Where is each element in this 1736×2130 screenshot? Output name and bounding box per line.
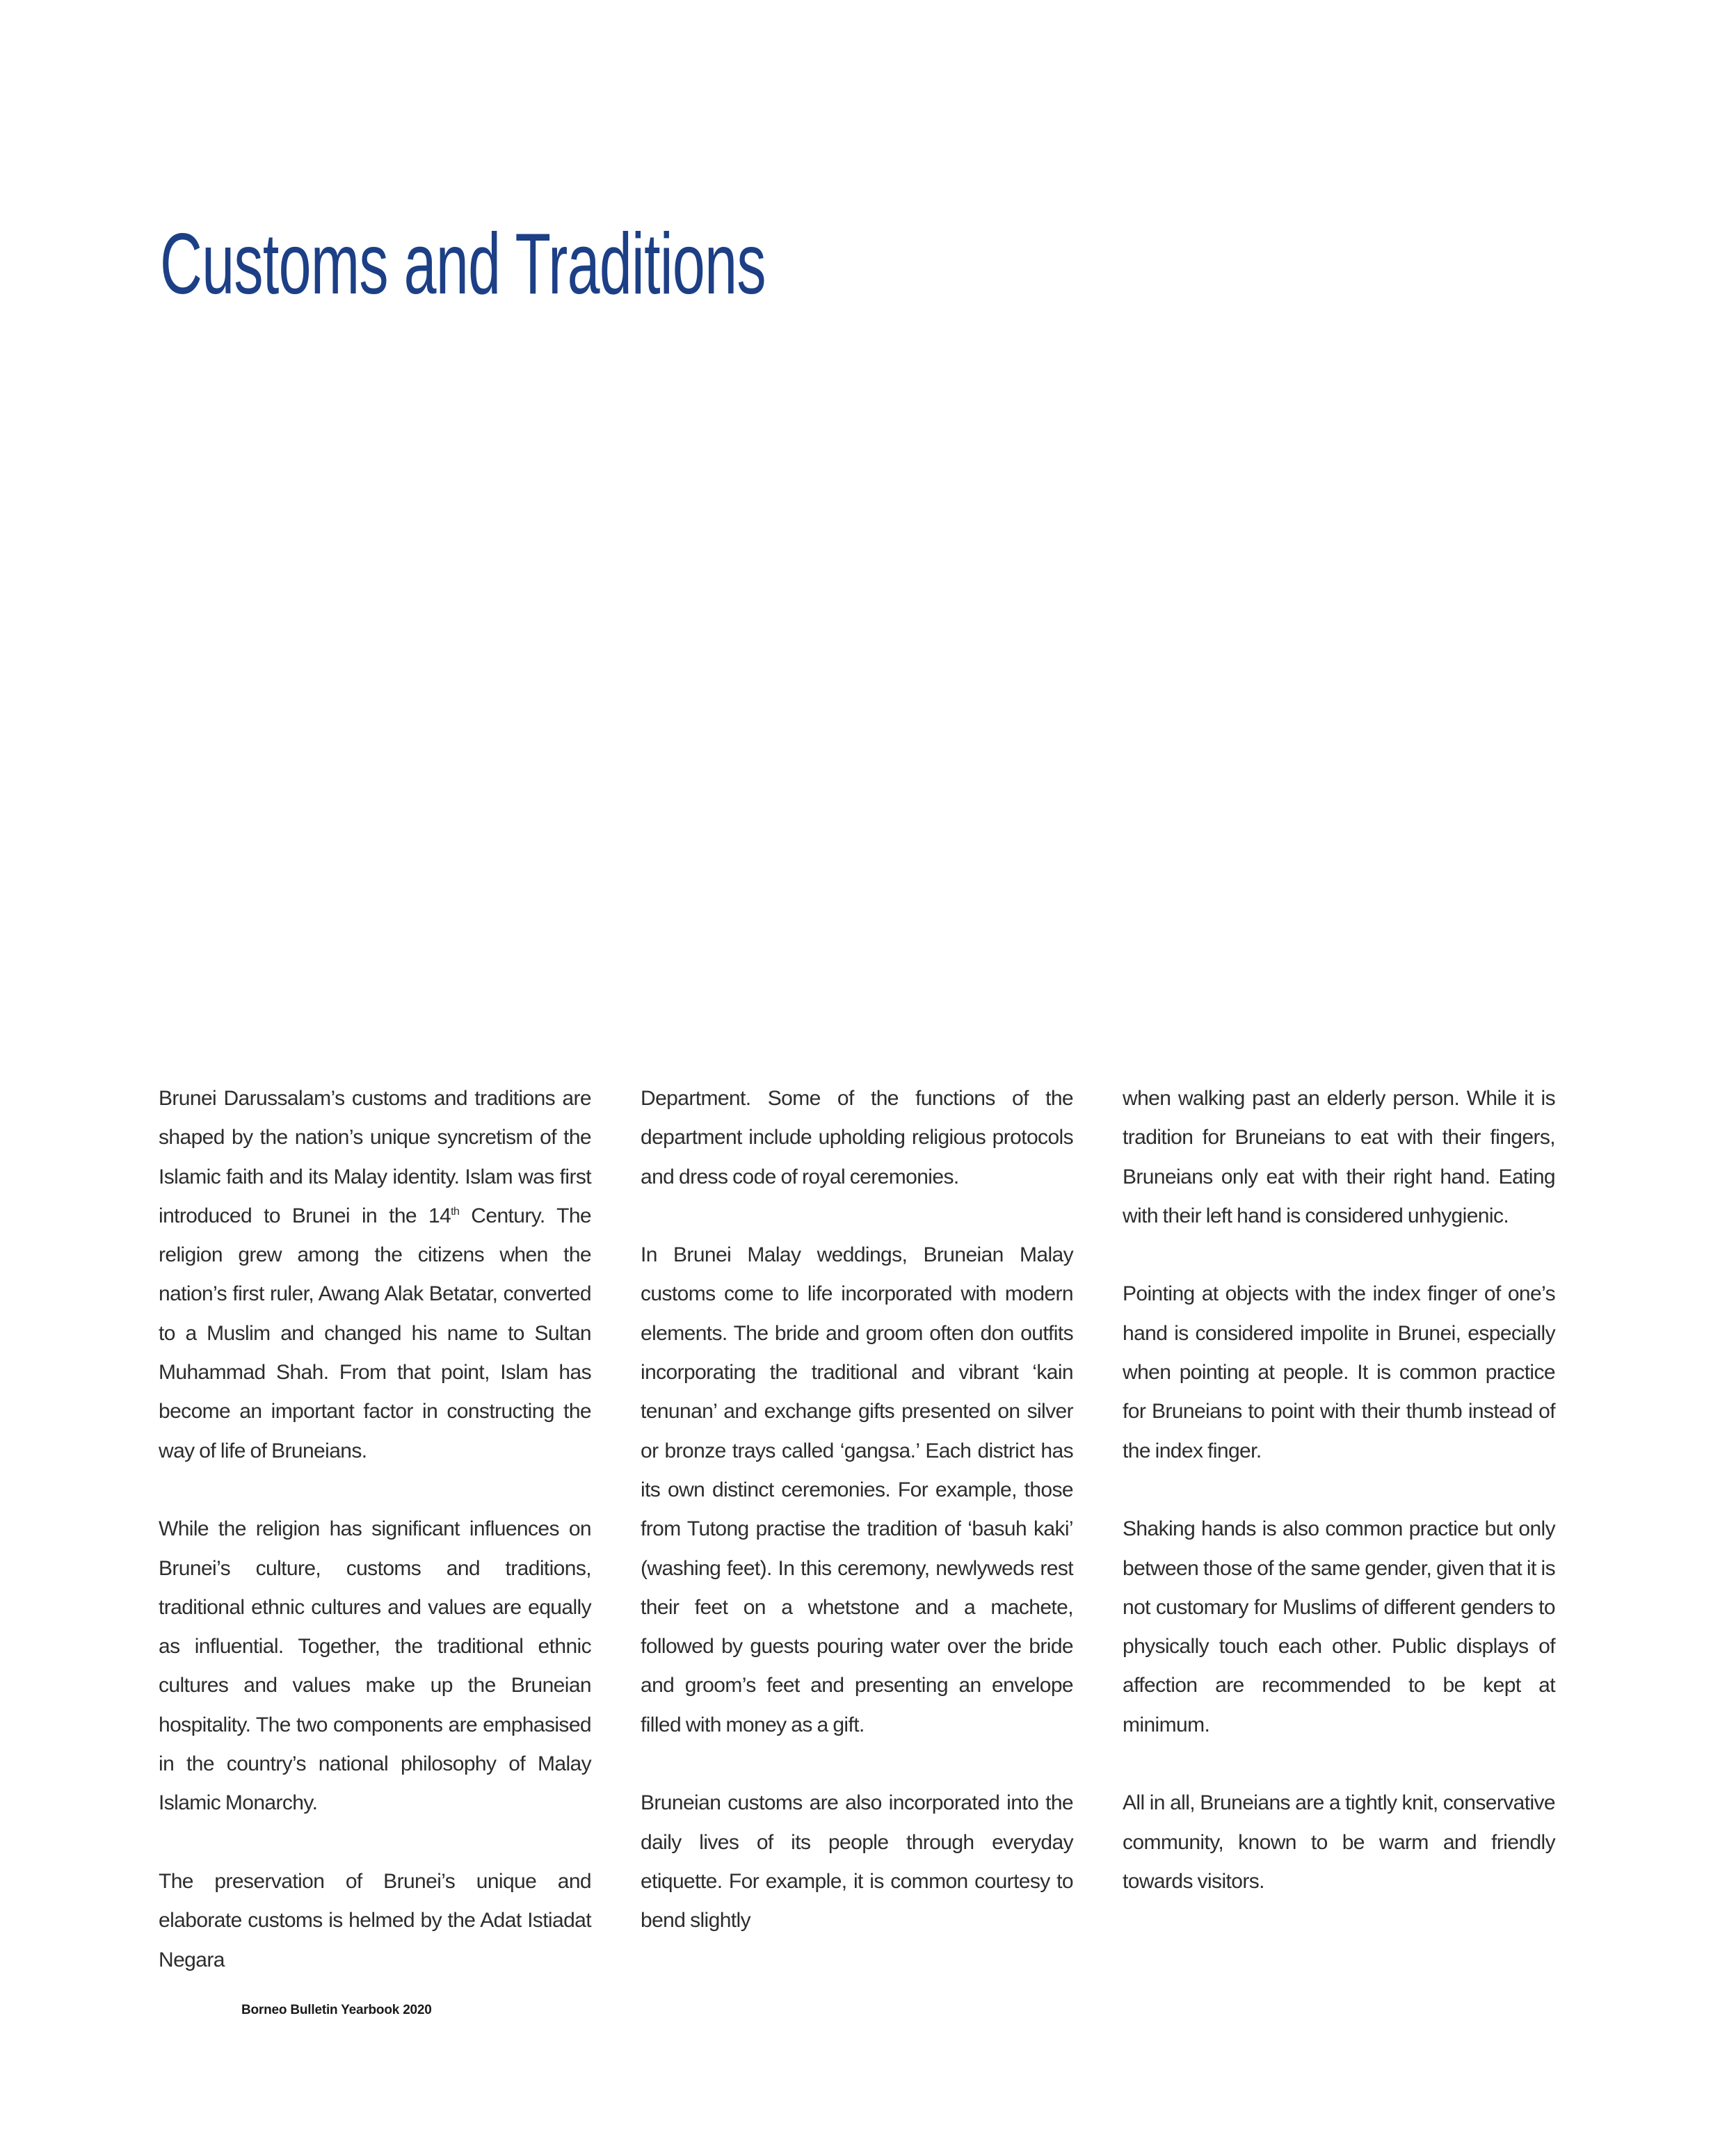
paragraph: Pointing at objects with the index finger of one’s hand is considered impolite in Brunei, especially when pointing at people. It is common practice for Bruneians to point with their thumb instead of the index finger.	[1123, 1282, 1555, 1462]
paragraph: Bruneian customs are also incorporated into the daily lives of its people through everyday etiquette. For example, it is common courtesy to bend slightly	[641, 1791, 1073, 1933]
paragraph: Shaking hands is also common practice but only between those of the same gender, given that it is not customary for Muslims of different genders to physically touch each other. Public displays of affection are recommended to be kept at minimum.	[1123, 1517, 1555, 1736]
page-title: Customs and Traditions	[160, 216, 766, 312]
text-column-1	[159, 1079, 591, 1980]
text-column-2	[641, 1079, 1073, 1941]
footer-publication: Borneo Bulletin Yearbook 2020	[241, 2003, 432, 2017]
paragraph: Department. Some of the functions of the department include upholding religious protocols and dress code of royal ceremonies.	[641, 1087, 1073, 1188]
paragraph: when walking past an elderly person. While it is tradition for Bruneians to eat with their fingers, Bruneians only eat with their right hand. Eating with their left hand is considered unhygienic.	[1123, 1087, 1555, 1227]
text-column-3	[1123, 1079, 1555, 1901]
paragraph: The preservation of Brunei’s unique and elaborate customs is helmed by the Adat Istiadat Negara	[159, 1869, 591, 1971]
paragraph: All in all, Bruneians are a tightly knit, conservative community, known to be warm and friendly towards visitors.	[1123, 1791, 1555, 1893]
paragraph: While the religion has significant influences on Brunei’s culture, customs and traditions, traditional ethnic cultures and values are equally as influential. Together, the traditional ethnic cultures and values make up the Bruneian hospitality. The two components are emphasised in the country’s national philosophy of Malay Islamic Monarchy.	[159, 1517, 591, 1815]
ordinal-suffix: th	[451, 1205, 460, 1218]
paragraph: Brunei Darussalam’s customs and traditions are shaped by the nation’s unique syncretism of the Islamic faith and its Malay identity. Islam was first introduced to Brunei in the 14th Century. The religion grew among the citizens when the nation’s first ruler, Awang Alak Betatar, converted to a Muslim and changed his name to Sultan Muhammad Shah. From that point, Islam has become an important factor in constructing the way of life of Bruneians.	[159, 1087, 591, 1462]
paragraph: In Brunei Malay weddings, Bruneian Malay customs come to life incorporated with modern elements. The bride and groom often don outfits incorporating the traditional and vibrant ‘kain tenunan’ and exchange gifts presented on silver or bronze trays called ‘gangsa.’ Each district has its own distinct ceremonies. For example, those from Tutong practise the tradition of ‘basuh kaki’ (washing feet). In this ceremony, newlyweds rest their feet on a whetstone and a machete, followed by guests pouring water over the bride and groom’s feet and presenting an envelope filled with money as a gift.	[641, 1243, 1073, 1736]
